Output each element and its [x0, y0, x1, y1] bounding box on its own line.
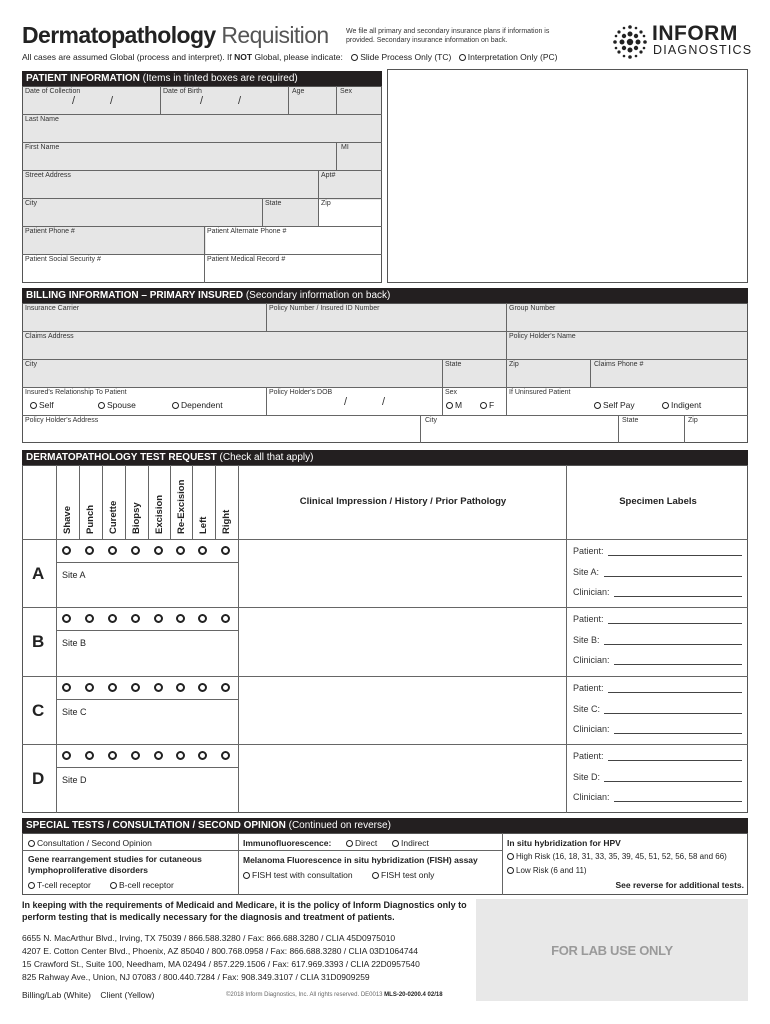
- special-bar-title: SPECIAL TESTS / CONSULTATION / SECOND OPINION: [26, 820, 286, 831]
- rel-self[interactable]: [30, 400, 54, 410]
- patient-line[interactable]: [608, 692, 742, 693]
- global-text: All cases are assumed Global (process and interpret). If: [22, 52, 235, 62]
- site-b-re-excision-radio[interactable]: [176, 614, 185, 623]
- site-d-shave-radio[interactable]: [62, 751, 71, 760]
- self-pay-label: Self Pay: [603, 400, 635, 410]
- site-name: Site D: [62, 775, 87, 785]
- label-site: Site C:: [573, 704, 601, 714]
- global-not: NOT: [234, 52, 253, 62]
- special-bar: [22, 818, 748, 833]
- clinical-field[interactable]: [240, 677, 565, 743]
- claims-address-label: Claims Address: [25, 333, 74, 340]
- label-site: Site D:: [573, 772, 601, 782]
- label-patient: Patient:: [573, 614, 604, 624]
- site-a-excision-radio[interactable]: [154, 546, 163, 555]
- dependent-label: Dependent: [181, 400, 223, 410]
- hpv-title: In situ hybridization for HPV: [507, 838, 621, 848]
- carrier-label: Insurance Carrier: [25, 305, 80, 312]
- site-a-punch-radio[interactable]: [85, 546, 94, 555]
- site-b-right-radio[interactable]: [221, 614, 230, 623]
- col-punch: Punch: [85, 504, 96, 534]
- site-letter: C: [32, 701, 45, 720]
- site-c-left-radio[interactable]: [198, 683, 207, 692]
- sex-label: Sex: [340, 88, 353, 95]
- consult-label: Consultation / Second Opinion: [37, 838, 152, 848]
- label-site: Site A:: [573, 567, 600, 577]
- site-c-punch-radio[interactable]: [85, 683, 94, 692]
- col-excision: Excision: [154, 494, 165, 534]
- dob-label: Date of Birth: [163, 88, 202, 95]
- label-clinician: Clinician:: [573, 724, 610, 734]
- site-letter: A: [32, 564, 45, 583]
- col-shave: Shave: [62, 506, 73, 534]
- dob-slash-1: /: [200, 95, 204, 107]
- col-curette: Curette: [108, 500, 119, 534]
- site-c-re-excision-radio[interactable]: [176, 683, 185, 692]
- dob-slash-2: /: [238, 95, 242, 107]
- patient-bar-sub: (Items in tinted boxes are required): [139, 73, 298, 84]
- patient-line[interactable]: [608, 555, 742, 556]
- dob-field[interactable]: [161, 96, 287, 113]
- hdob-slash-2: /: [382, 396, 386, 408]
- date-collection-label: Date of Collection: [25, 88, 81, 95]
- label-clinician: Clinician:: [573, 792, 610, 802]
- dc-slash-2: /: [110, 95, 114, 107]
- claims-phone-label: Claims Phone #: [594, 361, 644, 368]
- lab-use-label: FOR LAB USE ONLY: [551, 943, 673, 958]
- phone-label: Patient Phone #: [25, 228, 75, 235]
- billing-sex-label: Sex: [445, 389, 458, 396]
- site-line[interactable]: [604, 713, 742, 714]
- spouse-label: Spouse: [107, 400, 136, 410]
- logo-diagnostics: DIAGNOSTICS: [653, 43, 753, 57]
- apt-label: Apt#: [321, 172, 336, 179]
- ssn-label: Patient Social Security #: [25, 256, 101, 263]
- site-line[interactable]: [604, 644, 742, 645]
- site-d-punch-radio[interactable]: [85, 751, 94, 760]
- special-bar-sub: (Continued on reverse): [285, 820, 391, 831]
- bcell-label: B-cell receptor: [119, 880, 174, 890]
- pc-radio[interactable]: [459, 54, 466, 61]
- site-a-shave-radio[interactable]: [62, 546, 71, 555]
- site-letter: B: [32, 632, 45, 651]
- label-site: Site B:: [573, 635, 600, 645]
- clinician-line[interactable]: [614, 596, 742, 597]
- site-d-left-radio[interactable]: [198, 751, 207, 760]
- test-bar: [22, 450, 748, 465]
- clinician-line[interactable]: [614, 664, 742, 665]
- col-biopsy: Biopsy: [131, 502, 142, 534]
- holder-dob-label: Policy Holder's DOB: [269, 389, 333, 396]
- bcell-option[interactable]: [110, 880, 174, 890]
- col-reexcision: Re-Excision: [176, 479, 187, 534]
- global-text-b: Global, please indicate:: [252, 52, 343, 62]
- date-collection-field[interactable]: [23, 96, 159, 113]
- rel-spouse[interactable]: [98, 400, 136, 410]
- site-b-left-radio[interactable]: [198, 614, 207, 623]
- billing-bar: [22, 288, 748, 303]
- test-bar-sub: (Check all that apply): [216, 452, 314, 463]
- clinician-line[interactable]: [614, 801, 742, 802]
- consult-option[interactable]: [28, 838, 152, 848]
- clinician-line[interactable]: [614, 733, 742, 734]
- clinical-field[interactable]: [240, 608, 565, 674]
- state-label: State: [265, 200, 282, 207]
- clinical-field[interactable]: [240, 540, 565, 606]
- site-c-shave-radio[interactable]: [62, 683, 71, 692]
- copyright: [226, 992, 443, 998]
- site-b-curette-radio[interactable]: [108, 614, 117, 623]
- logo-inform: INFORM: [652, 22, 738, 45]
- group-label: Group Number: [509, 305, 556, 312]
- site-b-punch-radio[interactable]: [85, 614, 94, 623]
- address-irving: 6655 N. MacArthur Blvd., Irving, TX 75039 / 866.588.3280 / Fax: 866.688.3280 / CLIA 45D0975010: [22, 933, 396, 943]
- billing-zip-label: Zip: [509, 361, 519, 368]
- site-d-curette-radio[interactable]: [108, 751, 117, 760]
- address-needham: 15 Crawford St., Suite 100, Needham, MA 02494 / 857.229.1506 / Fax: 617.969.3393 / CLIA 22D0957540: [22, 959, 420, 969]
- site-b-shave-radio[interactable]: [62, 614, 71, 623]
- age-label: Age: [292, 88, 305, 95]
- title-light: Requisition: [221, 22, 329, 48]
- patient-bar: [22, 71, 382, 86]
- billing-bar-sub: (Secondary information on back): [243, 290, 391, 301]
- alt-phone-label: Patient Alternate Phone #: [207, 228, 287, 235]
- site-d-biopsy-radio[interactable]: [131, 751, 140, 760]
- tc-radio[interactable]: [351, 54, 358, 61]
- patient-line[interactable]: [608, 760, 742, 761]
- site-a-right-radio[interactable]: [221, 546, 230, 555]
- fish-consult-option[interactable]: [243, 870, 353, 880]
- copies-text: Billing/Lab (White) Client (Yellow): [22, 990, 155, 1000]
- m-label: M: [455, 400, 463, 410]
- tcell-label: T-cell receptor: [37, 880, 91, 890]
- site-name: Site A: [62, 570, 86, 580]
- patient-line[interactable]: [608, 623, 742, 624]
- site-c-biopsy-radio[interactable]: [131, 683, 140, 692]
- title-bold: Dermatopathology: [22, 22, 216, 48]
- site-a-biopsy-radio[interactable]: [131, 546, 140, 555]
- specimen-labels-header: Specimen Labels: [619, 496, 697, 507]
- self-label: Self: [39, 400, 54, 410]
- site-c-excision-radio[interactable]: [154, 683, 163, 692]
- clinical-header: Clinical Impression / History / Prior Pathology: [299, 496, 507, 507]
- label-patient: Patient:: [573, 683, 604, 693]
- policy-text: In keeping with the requirements of Medicaid and Medicare, it is the policy of Inform Diagnostics only to perform testing that is medically necessary for the diagnosis and treatment of patients.: [22, 900, 467, 922]
- site-line[interactable]: [604, 781, 742, 782]
- billing-box: [22, 303, 748, 443]
- tcell-option[interactable]: [28, 880, 91, 890]
- pc-label: Interpretation Only (PC): [467, 52, 558, 62]
- label-patient: Patient:: [573, 546, 604, 556]
- label-patient: Patient:: [573, 751, 604, 761]
- immuno-label: Immunofluorescence:: [243, 838, 332, 848]
- billing-city2-label: City: [425, 417, 438, 424]
- first-name-label: First Name: [25, 144, 60, 151]
- last-name-label: Last Name: [25, 116, 59, 123]
- fish-only-label: FISH test only: [381, 870, 435, 880]
- see-reverse: See reverse for additional tests.: [615, 880, 744, 890]
- logo-mark: [610, 22, 650, 62]
- site-name: Site B: [62, 638, 87, 648]
- indirect-label: Indirect: [401, 838, 429, 848]
- indigent-label: Indigent: [671, 400, 702, 410]
- billing-state-label: State: [445, 361, 462, 368]
- billing-state2-label: State: [622, 417, 639, 424]
- sex-m[interactable]: [446, 400, 462, 410]
- site-d-right-radio[interactable]: [221, 751, 230, 760]
- billing-zip2-label: Zip: [688, 417, 698, 424]
- rel-dependent[interactable]: [172, 400, 223, 410]
- uninsured-label: If Uninsured Patient: [509, 389, 571, 396]
- address-union: 825 Rahway Ave., Union, NJ 07083 / 800.440.7284 / Fax: 908.349.3107 / CLIA 31D0909259: [22, 972, 370, 982]
- site-a-curette-radio[interactable]: [108, 546, 117, 555]
- billing-bar-title: BILLING INFORMATION – PRIMARY INSURED: [26, 290, 244, 301]
- address-phoenix: 4207 E. Cotton Center Blvd., Phoenix, AZ 85040 / 800.768.0958 / Fax: 866.688.3280 / CLIA 03D1064744: [22, 946, 419, 956]
- dc-slash-1: /: [72, 95, 76, 107]
- site-letter: D: [32, 769, 45, 788]
- site-name: Site C: [62, 707, 87, 717]
- hdob-slash-1: /: [344, 396, 348, 408]
- fish-only-option[interactable]: [372, 870, 434, 880]
- tc-label: Slide Process Only (TC): [360, 52, 452, 62]
- form-title: [22, 22, 329, 49]
- site-line[interactable]: [604, 576, 742, 577]
- mrn-label: Patient Medical Record #: [207, 256, 286, 263]
- copyright-text: ©2018 Inform Diagnostics, Inc. All rights reserved. DE0013: [226, 992, 383, 998]
- billing-city-label: City: [25, 361, 38, 368]
- col-left: Left: [198, 516, 209, 534]
- city-label: City: [25, 200, 38, 207]
- high-risk-label: High Risk (16, 18, 31, 33, 35, 39, 45, 51, 52, 56, 58 and 66): [516, 852, 727, 861]
- patient-bar-title: PATIENT INFORMATION: [26, 73, 140, 84]
- sex-f[interactable]: [480, 400, 494, 410]
- site-a-re-excision-radio[interactable]: [176, 546, 185, 555]
- label-clinician: Clinician:: [573, 587, 610, 597]
- high-risk-option[interactable]: [507, 852, 727, 861]
- indigent[interactable]: [662, 400, 701, 410]
- zip-label: Zip: [321, 200, 331, 207]
- mi-label: MI: [341, 144, 349, 151]
- self-pay[interactable]: [594, 400, 635, 410]
- holder-name-label: Policy Holder's Name: [509, 333, 576, 340]
- relationship-label: Insured's Relationship To Patient: [25, 389, 127, 396]
- clinical-field[interactable]: [240, 745, 565, 811]
- direct-option[interactable]: [346, 838, 377, 848]
- site-b-excision-radio[interactable]: [154, 614, 163, 623]
- gene-title: Gene rearrangement studies for cutaneous lymphoproliferative disorders: [28, 854, 202, 875]
- form-number: MLS-20-0200.4 02/18: [384, 992, 443, 998]
- indirect-option[interactable]: [392, 838, 429, 848]
- insurance-note: We file all primary and secondary insurance plans if information is provided. Secondary insurance information on back.: [346, 28, 550, 44]
- site-d-excision-radio[interactable]: [154, 751, 163, 760]
- low-risk-option[interactable]: [507, 866, 587, 875]
- melanoma-title: Melanoma Fluorescence in situ hybridization (FISH) assay: [243, 855, 478, 865]
- client-label-box[interactable]: [387, 69, 748, 283]
- site-a-left-radio[interactable]: [198, 546, 207, 555]
- global-note: [22, 52, 558, 62]
- test-bar-title: DERMATOPATHOLOGY TEST REQUEST: [26, 452, 217, 463]
- f-label: F: [489, 400, 495, 410]
- street-label: Street Address: [25, 172, 71, 179]
- direct-label: Direct: [355, 838, 378, 848]
- low-risk-label: Low Risk (6 and 11): [516, 866, 587, 875]
- site-c-right-radio[interactable]: [221, 683, 230, 692]
- col-right: Right: [221, 509, 232, 534]
- site-c-curette-radio[interactable]: [108, 683, 117, 692]
- label-clinician: Clinician:: [573, 655, 610, 665]
- fish-consult-label: FISH test with consultation: [252, 870, 353, 880]
- policy-number-label: Policy Number / Insured ID Number: [269, 305, 380, 312]
- holder-address-label: Policy Holder's Address: [25, 417, 99, 424]
- site-d-re-excision-radio[interactable]: [176, 751, 185, 760]
- site-b-biopsy-radio[interactable]: [131, 614, 140, 623]
